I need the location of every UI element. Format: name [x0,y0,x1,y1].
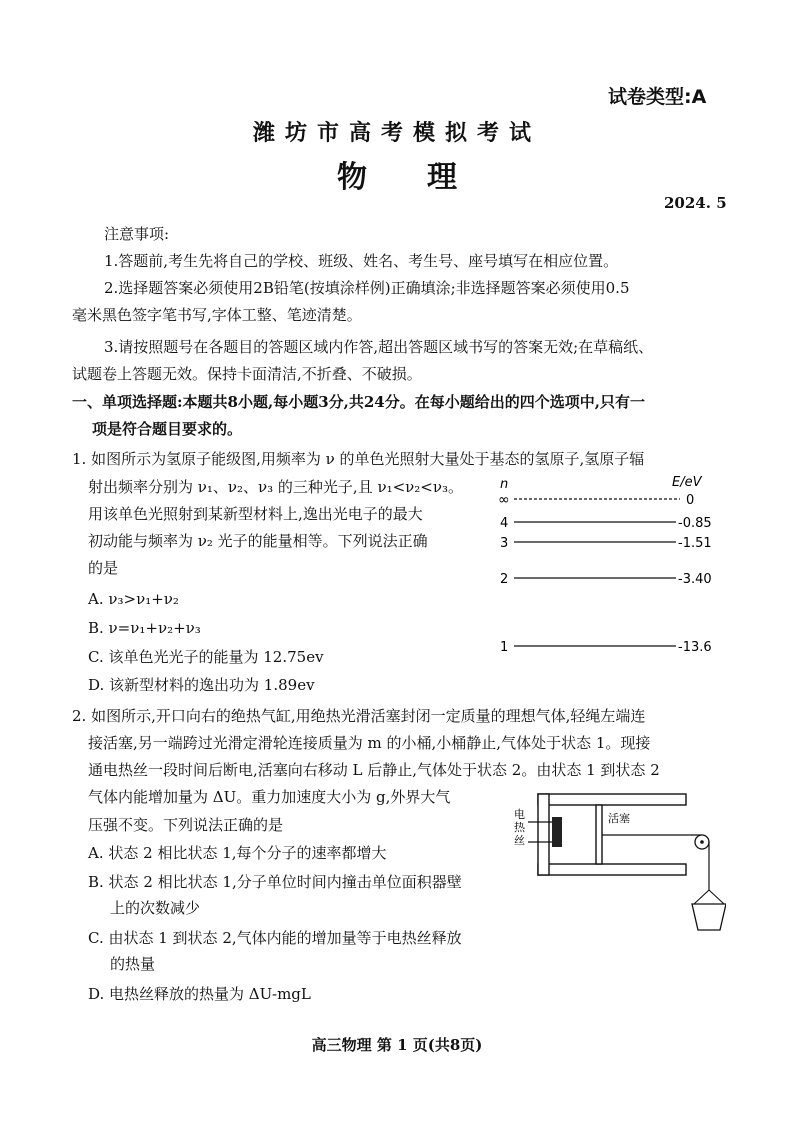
notice-item-3-cont: 试题卷上答题无效。保持卡面清洁,不折叠、不破损。 [72,365,422,383]
q2-option-d: D. 电热丝释放的热量为 ΔU-mgL [88,985,311,1003]
cylinder-top-wall [538,794,686,805]
q1-option-d: D. 该新型材料的逸出功为 1.89ev [88,676,315,694]
level-n-inf: ∞ [498,492,510,508]
paper-type: 试卷类型:A [608,86,707,108]
notice-item-3: 3.请按照题号在各题目的答题区域内作答,超出答题区域书写的答案无效;在草稿纸、 [104,338,654,356]
q2-stem-line-4: 气体内能增加量为 ΔU。重力加速度大小为 g,外界大气 [88,788,451,806]
q2-option-c: C. 由状态 1 到状态 2,气体内能的增加量等于电热丝释放 [88,929,462,947]
q1-option-a: A. ν₃>ν₁+ν₂ [88,590,179,608]
notice-item-2-cont: 毫米黑色签字笔书写,字体工整、笔迹清楚。 [72,306,362,324]
level-e-1: -13.6 [678,640,712,655]
level-n-1: 1 [500,640,509,655]
q2-stem-line-5: 压强不变。下列说法正确的是 [88,816,284,834]
level-e-3: -1.51 [678,536,712,551]
notice-heading: 注意事项: [104,225,170,243]
level-n-2: 2 [500,572,509,587]
pulley-axle [700,840,704,844]
level-n-3: 3 [500,536,509,551]
level-n-4: 4 [500,516,509,531]
energy-axis-label: E/eV [672,475,702,490]
energy-level-diagram [490,472,730,662]
bucket-handle-right [709,890,724,904]
q2-option-a: A. 状态 2 相比状态 1,每个分子的速率都增大 [88,844,387,862]
q2-stem-line-1: 2. 如图所示,开口向右的绝热气缸,用绝热光滑活塞封闭一定质量的理想气体,轻绳左端连 [72,707,646,725]
cylinder-diagram [506,790,726,940]
q2-stem-line-2: 接活塞,另一端跨过光滑定滑轮连接质量为 m 的小桶,小桶静止,气体处于状态 1。现接 [88,734,651,752]
q2-option-c-cont: 的热量 [110,955,156,973]
cylinder-bottom-wall [538,864,686,875]
q2-option-b: B. 状态 2 相比状态 1,分子单位时间内撞击单位面积器壁 [88,873,462,891]
q2-stem-line-3: 通电热丝一段时间后断电,活塞向右移动 L 后静止,气体处于状态 2。由状态 1 到状态 2 [88,761,660,779]
q2-option-b-cont: 上的次数减少 [110,899,201,917]
heater-label: 电热丝 [514,808,525,847]
cylinder-left-wall [538,794,549,875]
level-e-inf: 0 [686,493,695,508]
q1-stem-line-3: 用该单色光照射到某新型材料上,逸出光电子的最大 [88,505,423,523]
heater-coil [552,817,562,847]
page-footer: 高三物理 第 1 页(共8页) [311,1036,483,1054]
piston-label: 活塞 [608,812,630,825]
q1-stem-line-2: 射出频率分别为 ν₁、ν₂、ν₃ 的三种光子,且 ν₁<ν₂<ν₃。 [88,478,464,496]
n-axis-label: n [500,477,509,492]
section-heading: 一、单项选择题:本题共8小题,每小题3分,共24分。在每小题给出的四个选项中,只有一 [72,393,645,411]
level-e-4: -0.85 [678,516,712,531]
section-heading-cont: 项是符合题目要求的。 [92,420,243,438]
q1-option-c: C. 该单色光光子的能量为 12.75ev [88,648,324,666]
piston [596,805,602,864]
bucket-handle-left [694,890,709,904]
exam-date: 2024. 5 [664,194,727,212]
notice-item-2: 2.选择题答案必须使用2B铅笔(按填涂样例)正确填涂;非选择题答案必须使用0.5 [104,279,630,297]
q1-stem-line-5: 的是 [88,559,119,577]
q1-option-b: B. ν=ν₁+ν₂+ν₃ [88,619,201,637]
bucket [692,904,726,930]
level-e-2: -3.40 [678,572,712,587]
q1-stem-line-1: 1. 如图所示为氢原子能级图,用频率为 ν 的单色光照射大量处于基态的氢原子,氢原子辐 [72,450,645,468]
subject-title: 物理 [337,160,517,195]
notice-item-1: 1.答题前,考生先将自己的学校、班级、姓名、考生号、座号填写在相应位置。 [104,252,619,270]
q1-stem-line-4: 初动能与频率为 ν₂ 光子的能量相等。下列说法正确 [88,532,428,550]
exam-title: 潍坊市高考模拟考试 [252,120,541,146]
